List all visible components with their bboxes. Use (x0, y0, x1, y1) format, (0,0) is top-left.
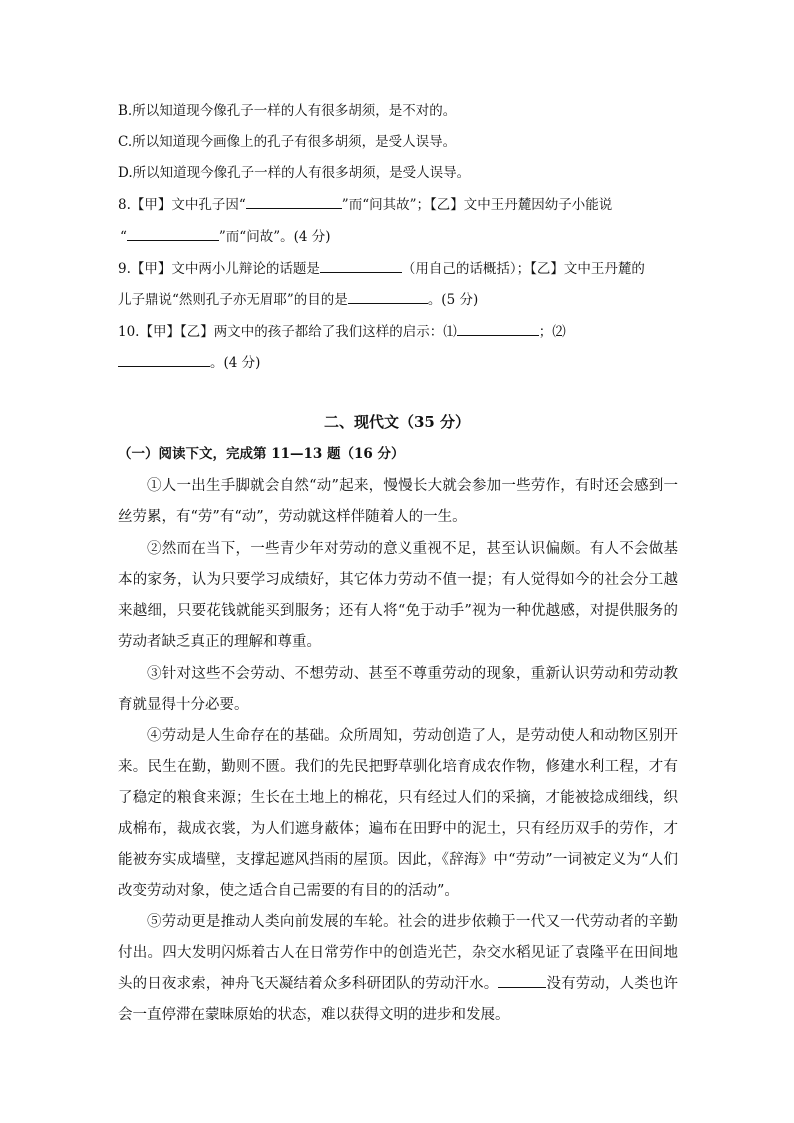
option-c: C.所以知道现今画像上的孔子有很多胡须，是受人误导。 (118, 134, 457, 150)
q10-text-3: 。(4 分) (210, 355, 261, 371)
passage-paragraph-4 (118, 721, 678, 907)
section-subtitle: （一）阅读下文，完成第 11—13 题（16 分） (118, 446, 405, 462)
option-d: D.所以知道现今像孔子一样的人有很多胡须，是受人误导。 (118, 165, 471, 181)
passage-paragraph-1 (118, 471, 678, 533)
passage-paragraph-3 (118, 659, 678, 721)
question-8 (118, 194, 612, 215)
paragraph-5-answer-blank[interactable] (498, 973, 546, 988)
q8-answer-blank-2[interactable] (127, 226, 219, 241)
option-b: B.所以知道现今像孔子一样的人有很多胡须，是不对的。 (118, 103, 457, 119)
q9-text-1: 9.【甲】文中两小儿辩论的话题是 (118, 261, 320, 277)
q9-text-4: 。(5 分) (427, 292, 479, 308)
q9-text-3: 儿子鼎说“然则孔子亦无眉耶”的目的是 (118, 292, 348, 308)
q9-answer-blank-2[interactable] (348, 289, 428, 304)
passage-paragraph-2 (118, 534, 678, 658)
q8-text-3: “ (120, 229, 127, 245)
section-title: 二、现代文（35 分） (323, 413, 471, 431)
q10-answer-blank-2[interactable] (118, 352, 210, 367)
paragraph-4-text: ④劳动是人生命存在的基础。众所周知，劳动创造了人，是劳动使人和动物区别开来。民生在勤，勤则不匮。我们的先民把野草驯化培育成农作物，修建水利工程，才有了稳定的粮食来源；生长在土地上的棉花，只有经过人们的采摘，才能被捻成细线，织成棉布，裁成衣裳，为人们遮身蔽体；遍布在田野中的泥土，只有经历双手的劳作，才能被夯实成墙壁，支撑起遮风挡雨的屋顶。因此，《辞海》中“劳动”一词被定义为“人们改变劳动对象，使之适合自己需要的有目的的活动”。 (118, 728, 678, 899)
q8-text-4: ”而“问故”。(4 分) (218, 229, 331, 245)
paragraph-2-text: ②然而在当下，一些青少年对劳动的意义重视不足，甚至认识偏颇。有人不会做基本的家务，认为只要学习成绩好，其它体力劳动不值一提；有人觉得如今的社会分工越来越细，只要花钱就能买到服务；还有人将“免于动手”视为一种优越感，对提供服务的劳动者缺乏真正的理解和尊重。 (118, 541, 678, 650)
q10-answer-blank-1[interactable] (457, 321, 539, 336)
paragraph-5-text-b: 没有劳动，人类也许会一直停滞在蒙昧原始的状态，难以获得文明的进步和发展。 (118, 976, 679, 1023)
paragraph-5-text-a: ⑤劳动更是推动人类向前发展的车轮。社会的进步依赖于一代又一代劳动者的辛勤付出。四大发明闪烁着古人在日常劳作中的创造光芒，杂交水稻见证了袁隆平在田间地头的日夜求索，神舟飞天凝结着众多科研团队的劳动汗水。 (118, 914, 678, 992)
question-9-cont (118, 289, 478, 310)
q8-text-1: 8.【甲】文中孔子因“ (118, 197, 246, 213)
paragraph-1-text: ①人一出生手脚就会自然“动”起来，慢慢长大就会参加一些劳作，有时还会感到一丝劳累，有“劳”有“动”，劳动就这样伴随着人的一生。 (118, 478, 678, 525)
question-10 (118, 321, 566, 342)
paragraph-5 (118, 907, 678, 1031)
passage-paragraph-5 (118, 907, 678, 1031)
q8-answer-blank-1[interactable] (246, 194, 342, 209)
q9-answer-blank-1[interactable] (320, 258, 402, 273)
q10-text-1: 10.【甲】【乙】两文中的孩子都给了我们这样的启示：⑴ (118, 324, 457, 340)
question-10-cont (118, 352, 260, 373)
q8-text-2: ”而“问其故”；【乙】文中王丹麓因幼子小能说 (341, 197, 613, 213)
q10-text-2: ；⑵ (538, 324, 566, 340)
question-8-cont (120, 226, 331, 247)
paragraph-3-text: ③针对这些不会劳动、不想劳动、甚至不尊重劳动的现象，重新认识劳动和劳动教育就显得十分必要。 (118, 666, 678, 713)
question-9 (118, 258, 645, 279)
q9-text-2: （用自己的话概括）；【乙】文中王丹麓的 (401, 261, 645, 277)
